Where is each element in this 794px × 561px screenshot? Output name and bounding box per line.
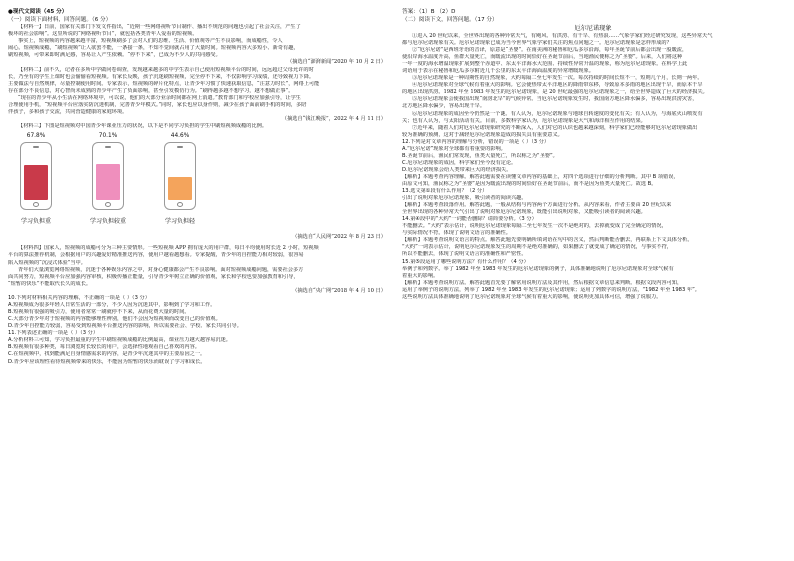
text-line: 刷短视频，可带来即时满足感，容易让人产生依赖。“停不下来”，已成为不少人的共同感受。	[8, 52, 221, 59]
question-14	[402, 216, 784, 258]
text-line: ①进入 20 世纪以来，全世界出现的各种异常天气，有飓风、有洪涝、有干旱、有热浪……气象学家们经过研究发现，这些异常天气	[412, 33, 713, 39]
answer-text: 不能删去。“大约”表示估计，说明厄尔尼诺现象每隔二至七年发生一次不是绝对的，去掉就变成了完全确定的情况，	[402, 223, 667, 230]
phone-speaker-icon	[33, 146, 39, 148]
text-line: 【材料四】国家人，短视频的成瘾可分为三种主要情形。一些短视频 APP 拥有庞大的用户群，每日平均使用时长近 2 小时，短视频	[18, 245, 319, 252]
option-c: C.大部分青少年对于短视频的内容能够理性辨别，他们不会因为短视频而改变自己的价值观。	[8, 316, 221, 323]
value-label-light: 44.6%	[170, 133, 190, 140]
article-body	[402, 33, 784, 139]
analysis-line: 所以不能删去，体现了说明文语言的准确性和严密性。	[402, 251, 527, 258]
option-d: D.青少年自控能力较弱，容易受到短视频平台推送内容的影响，所以需要社会、学校、家长共同引导。	[8, 323, 242, 330]
option-b: B.短视频有很多种类，每日浏览时长较长的用户，会选择性地观看自己喜欢的内容。	[8, 344, 200, 351]
text-line: “短暂的快乐”不能取代长久的成长。	[8, 280, 92, 287]
phone-home-button-icon	[33, 202, 39, 207]
text-line: 闹心。短视频成瘾，“刷短视频”让人欲罢不能，一条接一条，不知不觉间就占用了大量时间。短视频内容大多短小、新奇有趣，	[8, 45, 299, 52]
text-line: 极坏的社会影响”。这里所说的“网络视听节目”，就包括各类青年人爱看的短视频。	[8, 31, 198, 38]
analysis-line: 全世界出现的各种异常天气引出了说明对象厄尔尼诺现象，既能引出说明对象，又能吸引读者的阅读兴趣。	[402, 209, 646, 216]
option-b: B.短视频有很强的吸引力，使用者常常一刷就停不下来，从而花费大量的时间。	[8, 309, 190, 316]
phone-speaker-icon	[177, 146, 183, 148]
phone-home-button-icon	[177, 202, 183, 207]
right-column	[402, 8, 784, 556]
answer-text: 与实际情况不符。体现了说明文语言的准确性。	[402, 230, 511, 237]
option-c: C.厄尔尼诺现象的成因，科学家们至今没有定论。	[402, 159, 517, 166]
option-b: B.圣诞节前后，渔民们常发现，鱼类大量死亡，所以称之为“圣婴”。	[402, 152, 558, 159]
text-line: 存在部分不良信息，对心智尚未成熟的青少年产生了负面影响，甚至引发模仿行为。“刷得越多越不想学习，越不想做正事”。	[8, 87, 294, 94]
phone-bar-light	[164, 142, 196, 210]
text-line: 长，乃至有的学生上课时也会偷偷看短视频。有家长反映，孩子沉迷刷短视频，完全停不下来，不仅影响学习成绩，还导致视力下降。	[8, 73, 315, 80]
text-line: 词语用于表示在秘鲁和厄瓜多尔附近几千公里的东太平洋海面温度的异常增暖现象。	[402, 68, 594, 75]
text-line: “现在的青少年从小生活在网络环境中，可以说，他们的大部分业余时间都在网上消遣。”教育部门和学校应加强引导，让学生	[18, 94, 301, 101]
text-line: 主要做法与自然规律，尽量控制使用时间。专家表示，短视频的碎片化特点，让青少年习惯了快速获取信息，“注意力时长”，网络上可能	[8, 80, 320, 87]
material-2	[8, 67, 390, 124]
analysis-line: 【解析】本题考查段落作用。解答此题，一般从结构与内容两个方面进行分析。从内容来看，作者主要由 20 世纪以来	[402, 202, 672, 209]
text-line: 合理使用手机，“短视频平台应落实防沉迷机制，完善青少年模式。”同时，家长也应以身作则，减少在孩子面前刷手机的时间，多陪	[8, 101, 307, 108]
part2-heading: （二）阅读下文，回答问题。（17 分）	[402, 17, 498, 23]
value-label-heavy: 67.8%	[26, 133, 46, 140]
question-13	[402, 188, 784, 216]
question-12	[402, 139, 784, 188]
option-c: C.在短视频中，找到能满足自身情感需求的内容，是青少年沉迷其中的主要原因之一。	[8, 351, 206, 358]
text-line: ⑦近年来，随着人们对厄尔尼诺现象研究的不断深入，人们对它的认识也越来越深刻，科学家们已经能够对厄尔尼诺现象做出	[412, 124, 698, 131]
question-stem: 12.下列是对文章内容的理解与分析，错误的一项是（ ）（3 分）	[402, 138, 550, 145]
text-line: 事实上，短视频的内容越来越丰富，短视频刷多了会对人们的思维、生活、价值观等产生不良影响，而成瘾性，令人	[18, 38, 283, 45]
answer-text: 举例子和列数字。举了 1982 年至 1983 年发生的厄尔尼诺现象的例子，具体准确地说明了厄尔尼诺现象对全球气候有	[402, 265, 674, 272]
answer-text: 着重大的影响。	[402, 272, 439, 279]
analysis-line: “大约”一词表示估计，说明厄尔尼诺现象发生的周期不是绝对准确的，如果删去了就变成了确定的情况，与事实不符，	[402, 244, 672, 251]
text-line: 陷入短视频的“沉浸式体验”当中。	[8, 259, 86, 266]
phone-bar-medium	[92, 142, 124, 210]
bar-fill-heavy	[24, 165, 48, 200]
answer-line: 答案：（1）B （2）D	[402, 9, 456, 15]
text-line: 较为准确的预测，这对于减轻厄尔尼诺现象造成的损失具有重要意义。	[402, 131, 563, 138]
option-a: A.分析材料三可知，学习负担最重的学生中刷短视频成瘾的比例最高，课业压力越大越容易沉迷。	[8, 337, 231, 344]
analysis-line: 由原文可知，渔民称之为“圣婴”是因为暖流出现的时间恰好在圣诞节前后，而不是因为鱼类大量死亡。故选 B。	[402, 180, 657, 187]
option-a: A.短视频成为很多年轻人日常生活的一部分，不少人因为沉迷其中，影响到了学习和工作。	[8, 302, 216, 309]
text-line: 【材料二】前不久，记者在多所中学做问卷调查，发现越来越多的中学生表示自己使用短视频平台的时间，远远超过父母允许的时	[18, 66, 314, 73]
material-1	[8, 24, 390, 67]
question-11	[8, 330, 390, 365]
text-line: 【材料一】日前，国家有关部门下发文件指出，“近期一些网络视听节目制作、播出不规范的问题也引起了社会关注，产生了	[18, 24, 301, 30]
article-title: 厄尔尼诺现象	[574, 25, 612, 32]
learning-burden-chart	[8, 132, 390, 244]
bar-fill-light	[168, 177, 192, 200]
text-line: 一年一度的海水增温现象扩展到整个赤道中、东太平洋海水大范围、持续性异常升温的现象，称为厄尔尼诺现象。在科学上此	[402, 61, 688, 68]
analysis-line: 运用了举例子的说明方法，列举了 1982 年至 1983 年发生的厄尔尼诺现象；运用了列数字的说明方法，“1982 年至 1983 年”。	[402, 286, 700, 293]
text-line: ⑤厄尔尼诺现象会使我国出现“南涝北旱”的气候异常。当厄尔尼诺现象发生时，我国南方地区降水偏多，容易出现洪涝灾害，	[412, 96, 698, 103]
text-line: 伴孩子，多和孩子交流，共同营造健康的家庭环境。	[8, 108, 128, 115]
analysis-line: 【解析】本题考查说明文语言的特点。解答此题先要明确所填词语在句中的含义，然后判断能否删去，再联系上下文具体分析。	[402, 237, 693, 244]
section-title: ●现代文阅读（45 分）	[8, 9, 68, 15]
option-d: D.青少年应该理性看待短视频带来的快乐，不能因为短暂的快乐而耽误了学习和成长。	[8, 358, 206, 365]
value-label-medium: 70.1%	[98, 133, 118, 140]
text-line: 面共同努力，短视频平台应加强内容审核，积极传播正能量，引导青少年树立正确的价值观，家长和学校也要加强教育和引导，	[8, 273, 299, 280]
option-a: A.“厄尔尼诺”现象对全球都有着重要的影响。	[402, 145, 506, 152]
source-note: （摘选自“央广网”2018 年 4 月 10 日）	[292, 287, 386, 294]
analysis-line: 【解析】本题考查内容理解。解答此题需要在读懂文章内容的基础上，对四个选项进行仔细的分析判断。其中 B 项错误，	[402, 173, 679, 180]
question-stem: 10.下列对材料相关内容的理解，不正确的一项是（ ）（3 分）	[8, 295, 150, 302]
text-line: 关；也有人认为，与太阳活动有关。目前，多数科学家认为，厄尔尼诺现象是大气和海洋相互作用的结果。	[402, 117, 646, 124]
question-stem: 14.第④段中的“大约”一词能否删除？请简要分析。（3 分）	[402, 216, 537, 223]
source-note: （摘选自“澎湃新闻”2020 年 10 月 2 日）	[287, 59, 386, 66]
material-3-heading: 【材料三】下图是短视频对中国青少年课业压力的状况，以下是不同学习负担的学生中刷短视频成瘾的比例。	[18, 123, 268, 130]
question-stem: 11.下列表述正确的一项是（ ）（3 分）	[8, 330, 99, 337]
option-d: D.厄尔尼诺现象会给人类带来巨大的经济损失。	[402, 166, 512, 173]
text-line: 都与厄尔尼诺现象有关。厄尔尼诺现象已成为当今世界气象学家们关注的焦点问题之一。厄尔尼诺现象是怎样形成的？	[402, 40, 672, 47]
text-line: ②“厄尔尼诺”是西班牙语的音译，原意是“圣婴”。在南美洲的秘鲁和厄瓜多尔沿海，每年圣诞节前后都会出现一股暖流，	[412, 47, 688, 54]
phone-home-button-icon	[105, 202, 111, 207]
text-line: 使沿岸海水温度升高，鱼群大量死亡，而暖流出现的时间恰好在圣诞节前后，当地渔民便称之为“圣婴”。后来，人们将这种	[402, 54, 683, 61]
category-label-medium: 学习负担较重	[89, 218, 126, 226]
bar-fill-medium	[96, 164, 120, 201]
text-line: ⑥厄尔尼诺现象的成因至今仍然是一个谜。有人认为，厄尔尼诺现象与地球自转速度的变化有关；有人认为，与海底火山喷发有	[412, 110, 703, 117]
part1-heading: （一）阅读下面材料，回答问题。（6 分）	[8, 17, 112, 23]
material-4	[8, 245, 390, 295]
text-line: ④厄尔尼诺现象对全球气候有着重大的影响。它会使热带太平洋地区的降雨带东移，导致原本多雨的地区出现干旱，而原本干旱	[412, 82, 703, 89]
question-10	[8, 295, 390, 330]
text-line: 北方地区降水偏少，容易出现干旱。	[402, 103, 486, 110]
text-line: 青年们大量浏览网络短视频，沉迷于各种娱乐内容之中，对身心健康都会产生不良影响。面对短视频成瘾问题，需要社会多方	[18, 266, 304, 273]
text-line: 平台的算法推荐机制，会根据用户的兴趣爱好精准推送内容，使用户越看越想看。专家提醒，青少年的自控能力相对较弱，很容易	[8, 252, 304, 259]
category-label-light: 学习负担轻	[164, 218, 195, 226]
source-note: （摘选自“钱江晚报”，2022 年 4 月 11 日）	[281, 115, 386, 122]
question-15	[402, 259, 784, 301]
left-column	[8, 8, 390, 556]
text-line: 的地区出现洪涝。1982 年至 1983 年发生的厄尔尼诺现象，是 20 世纪最强的厄尔尼诺现象之一，给全世界造成了巨大的经济损失。	[402, 89, 708, 96]
question-stem: 13.选文第①段有什么作用？（2 分）	[402, 188, 488, 195]
analysis-line: 这些说明方法具体准确地说明了厄尔尼诺现象对全球气候有着重大的影响，使说明更加具体可信，增强了说服力。	[402, 293, 662, 300]
source-note: （摘选自“人民网”2022 年 8 月 23 日）	[292, 234, 386, 241]
answer-text: 引出了说明对象厄尔尼诺现象，吸引读者的阅读兴趣。	[402, 195, 527, 202]
category-label-heavy: 学习负担重	[20, 218, 51, 226]
text-line: ③厄尔尼诺现象是一种周期性的自然现象，大约每隔二至七年发生一次。每次持续的时间长短不一，短则几个月，长则一两年。	[412, 75, 703, 82]
analysis-line: 【解析】本题考查说明方法。解答此题首先要了解常用说明方法及其作用，然后根据文章信息来判断。根据文段内容可知，	[402, 279, 683, 286]
phone-bar-heavy	[20, 142, 52, 210]
question-stem: 15.第⑤段运用了哪些说明方法？有什么作用？（4 分）	[402, 258, 529, 265]
phone-speaker-icon	[105, 146, 111, 148]
